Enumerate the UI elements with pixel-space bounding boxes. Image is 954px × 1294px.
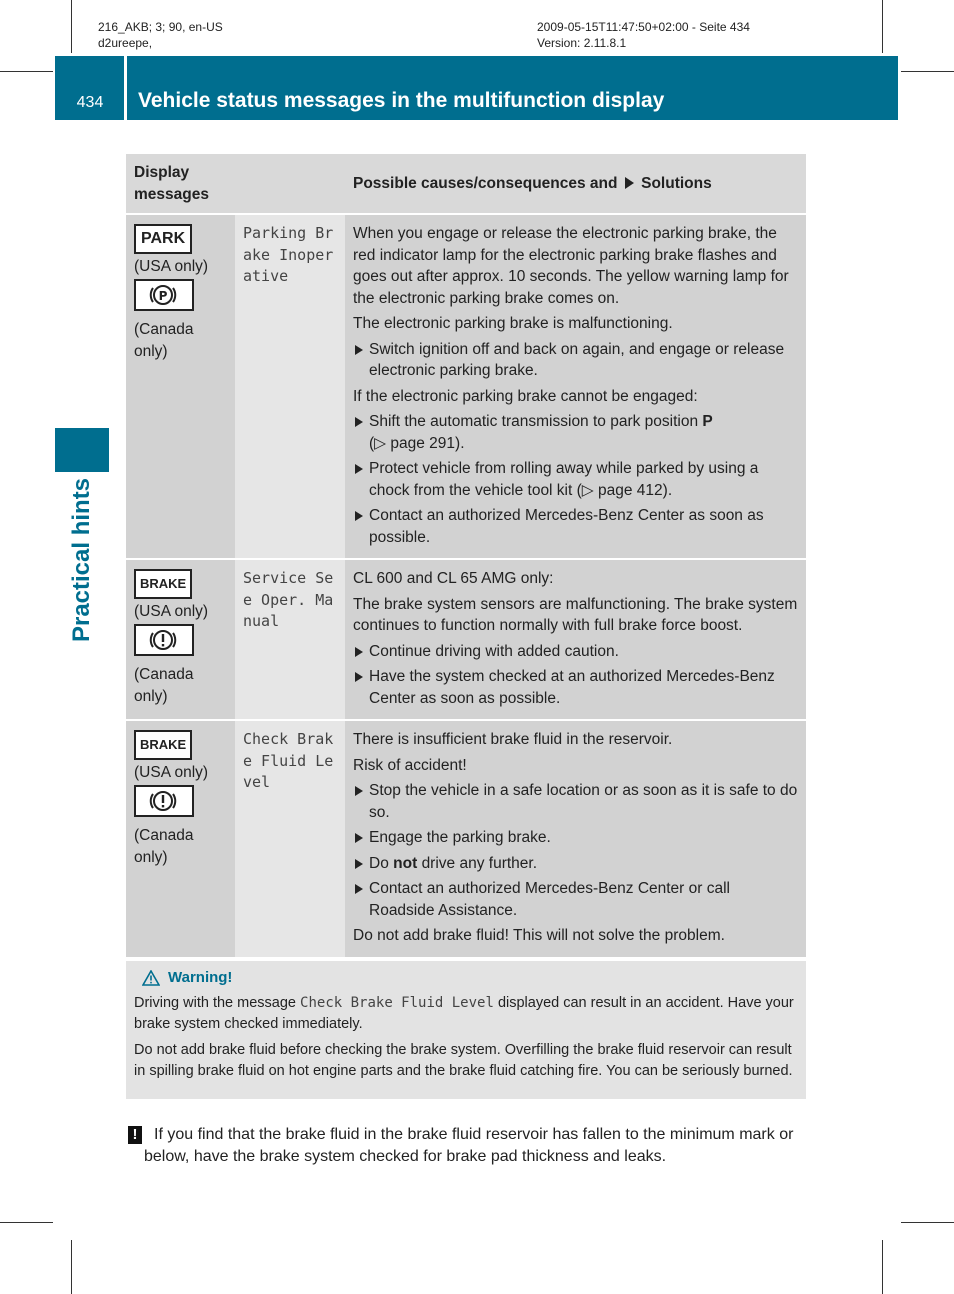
column-header-causes — [235, 154, 806, 214]
solutions-arrow-icon — [625, 177, 634, 189]
warning-paragraph — [134, 993, 798, 1036]
crop-mark — [0, 1222, 53, 1223]
exclamation-icon: ! — [128, 1126, 142, 1144]
crop-mark — [901, 1222, 954, 1223]
warning-paragraph: Do not add brake fluid before checking the brake system. Overfilling the brake fluid reservoir can result in spilling brake fluid on hot engine parts and the brake fluid catching fire. You can be seriously burned. — [134, 1041, 793, 1079]
column-header-causes-suffix: Solutions — [641, 174, 712, 192]
cause-paragraph: There is insufficient brake fluid in the reservoir. — [353, 731, 673, 748]
usa-only-label: (USA only) — [134, 764, 209, 781]
display-icon-cell — [126, 720, 235, 957]
canada-only-label: (Canada only) — [134, 321, 194, 360]
solution-step: Continue driving with added caution. — [353, 641, 798, 663]
message-text-cell: Parking Brake Inoperative — [235, 214, 345, 559]
crop-mark — [901, 71, 954, 72]
canada-only-label: (Canada only) — [134, 827, 194, 866]
step-text: drive any further. — [421, 854, 538, 872]
print-meta-right-line2: Version: 2.11.8.1 — [537, 36, 627, 50]
print-meta-left-line2: d2ureepe, — [98, 36, 153, 50]
side-tab-marker — [55, 428, 109, 472]
warning-text: displayed can result in an accident. Have your brake system checked immediately. — [134, 994, 794, 1032]
causes-solutions-cell — [345, 720, 806, 957]
parking-brake-p-icon — [134, 279, 194, 311]
column-header-causes-prefix: Possible causes/consequences and — [353, 174, 618, 192]
brake-warning-icon: BRAKE — [134, 569, 192, 599]
solution-step: Contact an authorized Mercedes-Benz Center or call Roadside Assistance. — [353, 878, 798, 921]
warning-title: Warning! — [168, 969, 233, 986]
usa-only-label: (USA only) — [134, 603, 209, 620]
solution-step — [353, 853, 798, 875]
crop-mark — [0, 71, 53, 72]
chapter-title: Vehicle status messages in the multifunction display — [138, 89, 665, 112]
solution-step: Switch ignition off and back on again, and engage or release electronic parking brake. — [353, 339, 798, 382]
print-meta-right-line1: 2009-05-15T11:47:50+02:00 - Seite 434 — [537, 20, 750, 34]
cause-paragraph: The brake system sensors are malfunctioning. The brake system continues to function normally with full brake force boost. — [353, 595, 798, 634]
solution-step: Protect vehicle from rolling away while parked by using a chock from the vehicle tool kit (▷ page 412). — [353, 458, 798, 501]
canada-only-label: (Canada only) — [134, 666, 194, 705]
solution-step: Engage the parking brake. — [353, 827, 798, 849]
cause-paragraph: When you engage or release the electronic parking brake, the red indicator lamp for the electronic parking brake flashes and goes out after approx. 10 seconds. The yellow warning lamp for the electronic parking brake comes on. — [353, 225, 789, 307]
solution-step — [353, 411, 798, 454]
step-text: Shift the automatic transmission to park position — [369, 413, 699, 430]
crop-mark — [71, 1240, 72, 1294]
cause-paragraph: The electronic parking brake is malfunctioning. — [353, 315, 673, 332]
brake-warning-icon: BRAKE — [134, 730, 192, 760]
print-meta-right — [537, 19, 750, 51]
display-icon-cell — [126, 214, 235, 559]
print-meta-left — [98, 19, 223, 51]
cause-paragraph: CL 600 and CL 65 AMG only: — [353, 570, 554, 587]
warning-box — [126, 961, 806, 1099]
crop-mark — [882, 0, 883, 53]
causes-solutions-cell — [345, 559, 806, 720]
side-tab-label: Practical hints — [68, 477, 95, 643]
note-text: If you find that the brake fluid in the brake fluid reservoir has fallen to the minimum mark or below, have the brake system checked for brake pad thickness and leaks. — [144, 1126, 794, 1165]
page-reference: (▷ page 291). — [369, 434, 465, 452]
display-icon-cell — [126, 559, 235, 720]
brake-exclamation-icon — [134, 785, 194, 817]
table-row — [126, 214, 806, 559]
warning-heading — [142, 967, 798, 989]
column-header-display: Display messages — [126, 154, 235, 214]
step-text: Do — [369, 854, 389, 872]
table-row — [126, 720, 806, 957]
cause-paragraph: Do not add brake fluid! This will not solve the problem. — [353, 927, 725, 944]
warning-triangle-icon — [142, 970, 160, 986]
park-warning-icon: PARK — [134, 224, 192, 254]
solution-step: Contact an authorized Mercedes-Benz Center as soon as possible. — [353, 505, 798, 548]
warning-message-name: Check Brake Fluid Level — [300, 994, 494, 1011]
message-text-cell: Service See Oper. Manual — [235, 559, 345, 720]
cause-paragraph: If the electronic parking brake cannot be engaged: — [353, 387, 698, 405]
step-text-bold: not — [393, 854, 418, 872]
solution-step: Stop the vehicle in a safe location or as soon as it is safe to do so. — [353, 780, 798, 823]
table-header-row — [126, 154, 806, 214]
message-text-cell: Check Brake Fluid Level — [235, 720, 345, 957]
table-row — [126, 559, 806, 720]
warning-text: Driving with the message — [134, 994, 296, 1011]
messages-table — [126, 154, 806, 957]
page-number: 434 — [76, 94, 104, 111]
crop-mark — [882, 1240, 883, 1294]
step-text-bold: P — [702, 413, 713, 430]
usa-only-label: (USA only) — [134, 258, 209, 275]
print-meta-left-line1: 216_AKB; 3; 90, en-US — [98, 20, 223, 34]
solution-step: Have the system checked at an authorized Mercedes-Benz Center as soon as possible. — [353, 666, 798, 709]
cause-paragraph: Risk of accident! — [353, 756, 467, 774]
crop-mark — [71, 0, 72, 53]
note-block — [126, 1124, 808, 1168]
brake-exclamation-icon — [134, 624, 194, 656]
causes-solutions-cell — [345, 214, 806, 559]
svg-text:P: P — [158, 288, 168, 303]
